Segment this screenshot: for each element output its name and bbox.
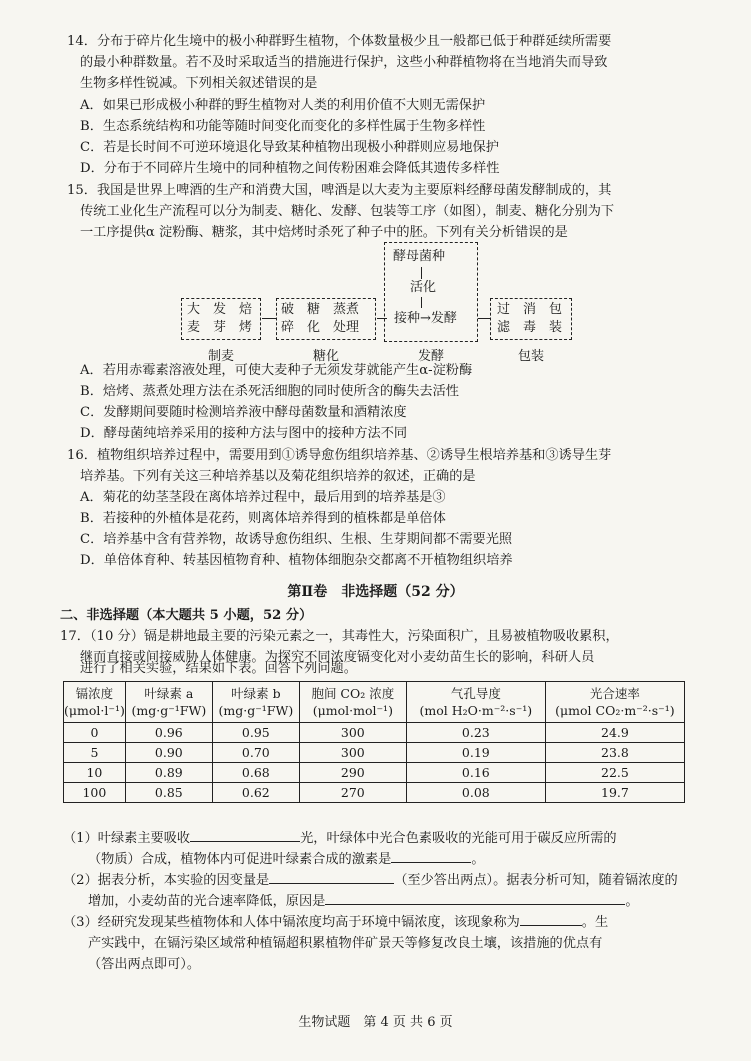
connector-3 — [478, 318, 490, 319]
table-cell: 0.89 — [125, 763, 212, 783]
inoculate-ferment-label: 接种→发酵 — [394, 311, 457, 326]
activate-label: 活化 — [410, 280, 437, 295]
table-row — [64, 723, 685, 743]
header-chl-a: 叶绿素 a (mg·g⁻¹FW) — [125, 682, 212, 723]
q15-stem-line2: 传统工业化生产流程可以分为制麦、糖化、发酵、包装等工序（如图），制麦、糖化分别为下 — [80, 204, 615, 219]
q14-option-a: A．如果已形成极小种群的野生植物对人类的利用价值不大则无需保护 — [80, 98, 486, 113]
q14-option-b: B．生态系统结构和功能等随时间变化而变化的多样性属于生物多样性 — [80, 119, 486, 134]
arrow-yeast-to-activate — [421, 267, 422, 279]
q17-part3-line3: （答出两点即可）。 — [88, 957, 201, 972]
malting-row1: 大 发 焙 — [187, 302, 253, 317]
table-cell: 0.62 — [212, 783, 299, 803]
stage-fermentation: 发酵 — [417, 349, 444, 364]
q16-stem-line2: 培养基。下列有关这三种培养基以及菊花组织培养的叙述，正确的是 — [80, 469, 476, 484]
header-chl-b: 叶绿素 b (mg·g⁻¹FW) — [212, 682, 299, 723]
table-cell: 0.16 — [406, 763, 545, 783]
section-title: 第Ⅱ卷 非选择题（52 分） — [287, 584, 464, 600]
table-cell: 0.23 — [406, 723, 545, 743]
malting-row2: 麦 芽 烤 — [187, 320, 253, 335]
table-cell: 270 — [299, 783, 406, 803]
q14-stem-line2: 的最小种群数量。若不及时采取适当的措施进行保护，这些小种群植物将在当地消失而导致 — [80, 55, 608, 70]
q16-option-a: A．菊花的幼茎茎段在离体培养过程中，最后用到的培养基是③ — [80, 490, 446, 505]
mashing-row2: 碎 化 处理 — [281, 320, 360, 335]
mashing-row1: 破 糖 蒸煮 — [281, 302, 360, 317]
answer-blank[interactable] — [325, 904, 625, 905]
table-cell: 19.7 — [545, 783, 684, 803]
q17-stem-line1: 17．（10 分）镉是耕地最主要的污染元素之一，其毒性大，污染面积广，且易被植物吸收累积， — [60, 629, 619, 644]
q15-stem-line3: 一工序提供α 淀粉酶、糖浆，其中焙烤时杀死了种子中的胚。下列有关分析错误的是 — [80, 225, 568, 240]
answer-blank[interactable] — [190, 841, 300, 842]
connector-1 — [262, 318, 276, 319]
table-header-row — [64, 682, 685, 723]
table-cell: 0.95 — [212, 723, 299, 743]
cadmium-data-table — [63, 681, 685, 803]
q17-stem-line2: 继而直接或间接威胁人体健康。为探究不同浓度镉变化对小麦幼苗生长的影响，科研人员 — [80, 650, 595, 665]
stage-malting: 制麦 — [207, 349, 234, 364]
q17-part2-line2: 增加，小麦幼苗的光合速率降低，原因是 。 — [88, 894, 639, 909]
q16-option-c: C．培养基中含有营养物，故诱导愈伤组织、生根、生芽期间都不需要光照 — [80, 532, 513, 547]
q15-option-c: C．发酵期间要随时检测培养液中酵母菌数量和酒精浓度 — [80, 405, 407, 420]
table-cell: 0.19 — [406, 743, 545, 763]
table-cell: 5 — [64, 743, 126, 763]
header-stomatal: 气孔导度 (mol H₂O·m⁻²·s⁻¹) — [406, 682, 545, 723]
q15-option-a: A．若用赤霉素溶液处理，可使大麦种子无须发芽就能产生α-淀粉酶 — [80, 363, 473, 378]
q16-stem-line1: 16．植物组织培养过程中，需要用到①诱导愈伤组织培养基、②诱导生根培养基和③诱导生芽 — [67, 448, 612, 463]
answer-blank[interactable] — [520, 925, 582, 926]
header-cd-conc: 镉浓度 (μmol·l⁻¹) — [64, 682, 126, 723]
table-cell: 23.8 — [545, 743, 684, 763]
table-cell: 0.08 — [406, 783, 545, 803]
table-cell: 0.70 — [212, 743, 299, 763]
table-row — [64, 763, 685, 783]
answer-blank[interactable] — [269, 883, 394, 884]
table-cell: 300 — [299, 723, 406, 743]
q14-stem-line1: 14．分布于碎片化生境中的极小种群野生植物，个体数量极少且一般都已低于种群延续所需要 — [67, 34, 612, 49]
table-cell: 0 — [64, 723, 126, 743]
table-cell: 0.85 — [125, 783, 212, 803]
packaging-row1: 过 消 包 — [497, 302, 563, 317]
q17-part1-line2: （物质）合成，植物体内可促进叶绿素合成的激素是 。 — [88, 852, 485, 867]
q17-part3-line1: （3）经研究发现某些植物体和人体中镉浓度均高于环境中镉浓度，该现象称为 。生 — [63, 915, 609, 930]
q15-option-d: D．酵母菌纯培养采用的接种方法与图中的接种方法不同 — [80, 426, 408, 441]
table-cell: 290 — [299, 763, 406, 783]
q17-stem-line3: 进行了相关实验，结果如下表。回答下列问题。 — [80, 661, 357, 676]
q17-part3-line2: 产实践中，在镉污染区域常种植镉超积累植物伴矿景天等修复改良土壤，该措施的优点有 — [88, 936, 603, 951]
q16-option-b: B．若接种的外植体是花药，则离体培养得到的植株都是单倍体 — [80, 511, 446, 526]
yeast-strain-label: 酵母菌种 — [393, 249, 446, 264]
q15-stem-line1: 15．我国是世界上啤酒的生产和消费大国，啤酒是以大麦为主要原料经酵母菌发酵制成的，其 — [67, 183, 612, 198]
connector-2 — [377, 318, 387, 319]
table-cell: 0.96 — [125, 723, 212, 743]
page-footer: 生物试题 第 4 页 共 6 页 — [298, 1015, 453, 1030]
table-cell: 10 — [64, 763, 126, 783]
table-cell: 300 — [299, 743, 406, 763]
q17-part2-line1: （2）据表分析，本实验的因变量是 （至少答出两点）。据表分析可知，随着镉浓度的 — [63, 873, 678, 888]
section-heading: 二、非选择题（本大题共 5 小题，52 分） — [60, 608, 313, 623]
table-row — [64, 743, 685, 763]
table-cell: 100 — [64, 783, 126, 803]
table-row — [64, 783, 685, 803]
q16-option-d: D．单倍体育种、转基因植物育种、植物体细胞杂交都离不开植物组织培养 — [80, 553, 513, 568]
packaging-row2: 滤 毒 装 — [497, 320, 563, 335]
stage-mashing: 糖化 — [312, 349, 339, 364]
table-cell: 0.68 — [212, 763, 299, 783]
stage-packaging: 包装 — [517, 349, 544, 364]
table-cell: 0.90 — [125, 743, 212, 763]
header-co2: 胞间 CO₂ 浓度 (μmol·mol⁻¹) — [299, 682, 406, 723]
q14-option-d: D．分布于不同碎片生境中的同种植物之间传粉困难会降低其遗传多样性 — [80, 161, 500, 176]
answer-blank[interactable] — [391, 862, 471, 863]
q14-stem-line3: 生物多样性锐减。下列相关叙述错误的是 — [80, 76, 318, 91]
arrow-activate-to-inoculate — [421, 297, 422, 308]
q14-option-c: C．若是长时间不可逆环境退化导致某种植物出现极小种群则应易地保护 — [80, 140, 499, 155]
header-photosynthesis: 光合速率 (μmol CO₂·m⁻²·s⁻¹) — [545, 682, 684, 723]
q17-part1-line1: （1）叶绿素主要吸收 光，叶绿体中光合色素吸收的光能可用于碳反应所需的 — [63, 831, 617, 846]
table-cell: 24.9 — [545, 723, 684, 743]
table-cell: 22.5 — [545, 763, 684, 783]
q15-option-b: B．焙烤、蒸煮处理方法在杀死活细胞的同时使所含的酶失去活性 — [80, 384, 459, 399]
